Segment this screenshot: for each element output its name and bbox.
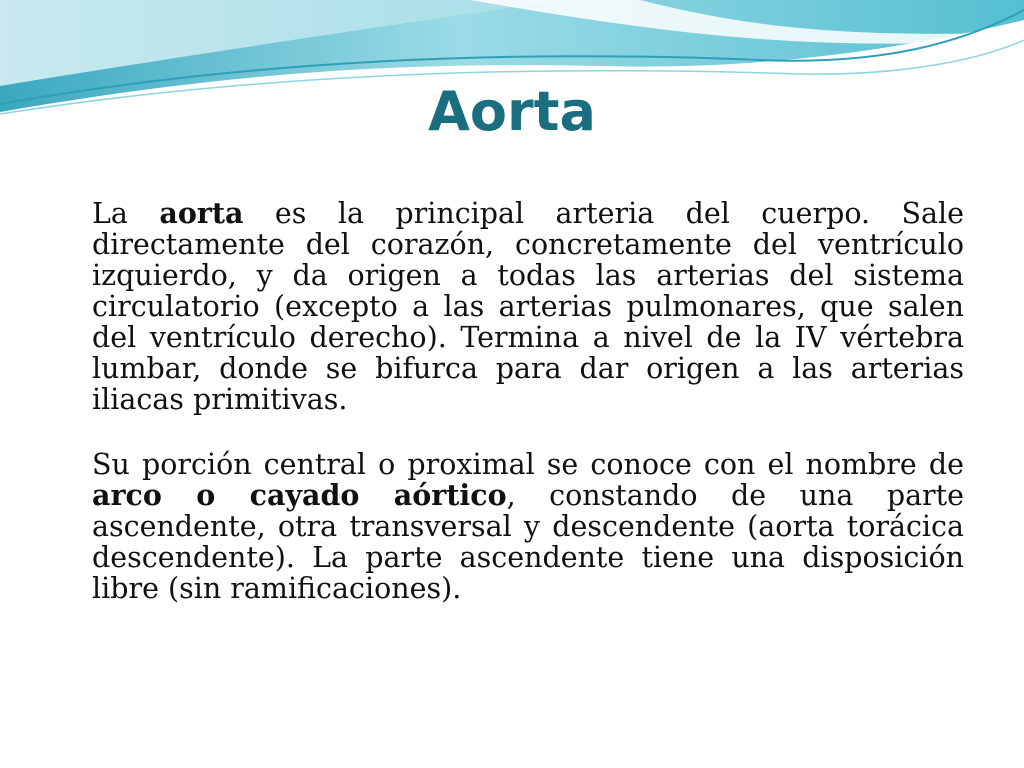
paragraph2-text-start: Su porción central o proximal se conoce con el nombre de (92, 448, 964, 481)
paragraph1-text-start: La (92, 197, 160, 230)
paragraph1-text-rest: es la principal arteria del cuerpo. Sale directamente del corazón, concretamente del ventrículo izquierdo, y da origen a todas las arterias del sistema circulatorio (excepto a las arterias pulmonares, que salen del ventrículo derecho). Termina a nivel de la IV vértebra lumbar, donde se bifurca para dar origen a las arterias iliacas primitivas. (92, 197, 965, 416)
paragraph2-bold-term: arco o cayado aórtico (92, 478, 507, 512)
paragraph1-bold-term: aorta (159, 196, 244, 230)
paragraph-aorta-definition (92, 198, 964, 415)
paragraph-aortic-arch (92, 449, 964, 604)
slide-title: Aorta (428, 80, 596, 143)
slide-body (92, 198, 964, 638)
paragraph2-text-rest: , constando de una parte ascendente, otra transversal y descendente (aorta torácica descendente). La parte ascendente tiene una disposición libre (sin ramificaciones). (92, 479, 965, 605)
